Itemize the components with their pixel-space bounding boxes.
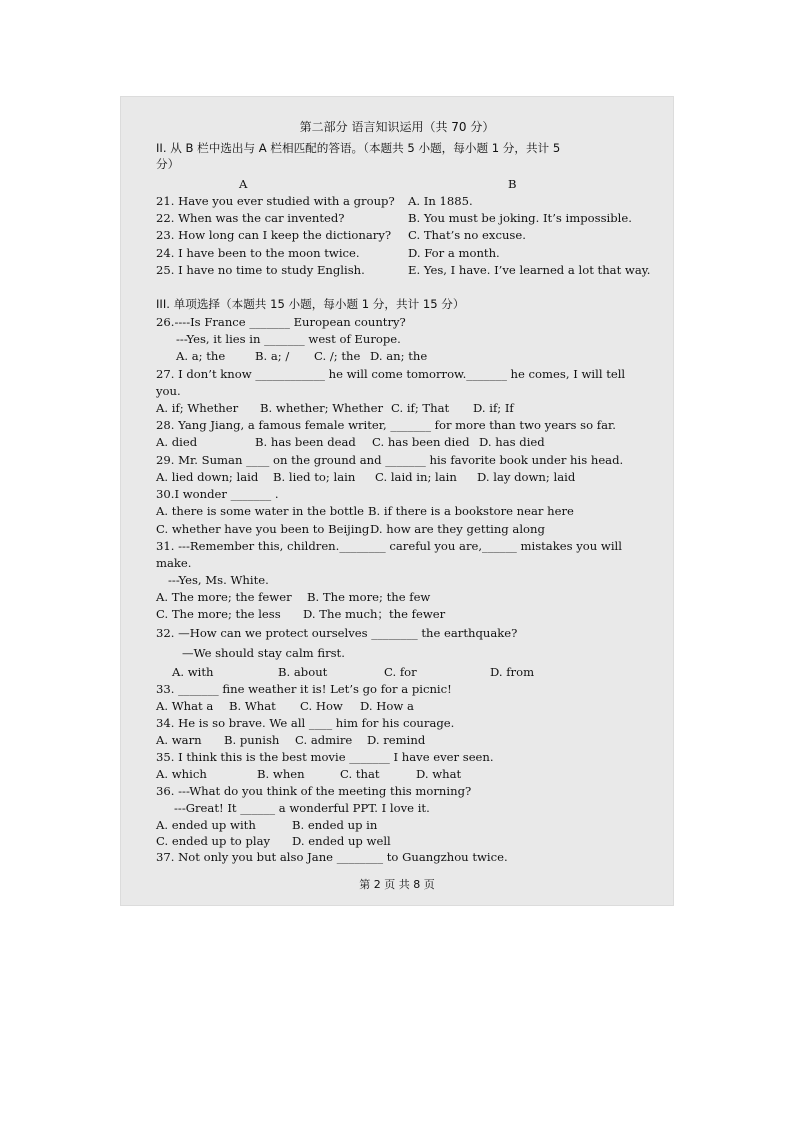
- option: B. if there is a bookstore near here: [368, 504, 574, 518]
- option: A. died: [156, 435, 198, 449]
- option: B. The more; the few: [307, 590, 431, 604]
- question-31-reply: ---Yes, Ms. White.: [168, 573, 269, 587]
- option: D. has died: [479, 435, 545, 449]
- option: B. What: [229, 699, 276, 713]
- section-ii-heading-cont: 分）: [156, 157, 180, 171]
- option: A. warn: [156, 733, 202, 747]
- match-answer: E. Yes, I have. I’ve learned a lot that way.: [408, 263, 651, 277]
- question-28: 28. Yang Jiang, a famous female writer, _______ for more than two years so far.: [156, 418, 616, 432]
- question-26: 26.----Is France _______ European country?: [156, 315, 406, 329]
- match-question: 23. How long can I keep the dictionary?: [156, 228, 392, 242]
- match-question: 25. I have no time to study English.: [156, 263, 365, 277]
- option: B. lied to; lain: [273, 470, 356, 484]
- option: C. has been died: [372, 435, 470, 449]
- column-a-label: A: [239, 177, 248, 191]
- option: C. whether have you been to Beijing: [156, 522, 370, 536]
- option: D. what: [416, 767, 462, 781]
- part-title: 第二部分 语言知识运用（共 70 分）: [299, 120, 495, 134]
- option: D. The much；the fewer: [303, 607, 446, 621]
- option: B. has been dead: [255, 435, 356, 449]
- option: C. How: [300, 699, 343, 713]
- match-question: 22. When was the car invented?: [156, 211, 345, 225]
- option: B. about: [278, 665, 328, 679]
- question-35: 35. I think this is the best movie _______ I have ever seen.: [156, 750, 494, 764]
- question-31-cont: make.: [156, 556, 192, 570]
- option: D. ended up well: [292, 834, 391, 848]
- option: B. whether; Whether: [260, 401, 384, 415]
- question-37: 37. Not only you but also Jane ________ to Guangzhou twice.: [156, 850, 508, 864]
- page-number: 第 2 页 共 8 页: [359, 878, 435, 891]
- option: A. if; Whether: [156, 401, 239, 415]
- option: A. ended up with: [156, 818, 256, 832]
- question-27-cont: you.: [156, 384, 181, 398]
- option: A. a; the: [176, 349, 226, 363]
- match-answer: C. That’s no excuse.: [408, 228, 526, 242]
- option: A. with: [172, 665, 214, 679]
- question-29: 29. Mr. Suman ____ on the ground and _______ his favorite book under his head.: [156, 453, 624, 467]
- option: D. an; the: [370, 349, 428, 363]
- option: C. that: [340, 767, 380, 781]
- column-b-label: B: [508, 177, 517, 191]
- match-question: 21. Have you ever studied with a group?: [156, 194, 395, 208]
- match-answer: D. For a month.: [408, 246, 500, 260]
- option: C. for: [384, 665, 417, 679]
- question-33: 33. _______ fine weather it is! Let’s go for a picnic!: [156, 682, 452, 696]
- question-27: 27. I don’t know ____________ he will come tomorrow._______ he comes, I will tell: [156, 367, 626, 381]
- option: A. What a: [156, 699, 214, 713]
- option: A. lied down; laid: [156, 470, 259, 484]
- section-iii-heading: III. 单项选择（本题共 15 小题，每小题 1 分，共计 15 分）: [156, 297, 465, 311]
- option: A. which: [156, 767, 207, 781]
- question-34: 34. He is so brave. We all ____ him for his courage.: [156, 716, 455, 730]
- option: D. if; If: [473, 401, 514, 415]
- question-30: 30.I wonder _______ .: [156, 487, 279, 501]
- option: C. if; That: [391, 401, 450, 415]
- option: C. The more; the less: [156, 607, 281, 621]
- match-question: 24. I have been to the moon twice.: [156, 246, 360, 260]
- option: B. when: [257, 767, 305, 781]
- option: A. there is some water in the bottle: [156, 504, 365, 518]
- option: C. admire: [295, 733, 353, 747]
- question-36-reply: ---Great! It ______ a wonderful PPT. I love it.: [174, 801, 430, 815]
- option: C. ended up to play: [156, 834, 271, 848]
- option: A. The more; the fewer: [156, 590, 292, 604]
- match-answer: A. In 1885.: [408, 194, 473, 208]
- option: D. how are they getting along: [370, 522, 545, 536]
- option: D. How a: [360, 699, 414, 713]
- question-31: 31. ---Remember this, children.________ careful you are,______ mistakes you will: [156, 539, 622, 553]
- option: C. /; the: [314, 349, 361, 363]
- option: D. from: [490, 665, 535, 679]
- match-answer: B. You must be joking. It’s impossible.: [408, 211, 632, 225]
- question-32-reply: —We should stay calm first.: [182, 646, 345, 660]
- section-ii-heading: II. 从 B 栏中选出与 A 栏相匹配的答语。（本题共 5 小题，每小题 1 分，共计 5: [156, 141, 561, 155]
- question-26-reply: ---Yes, it lies in _______ west of Europe.: [176, 332, 401, 346]
- question-36: 36. ---What do you think of the meeting this morning?: [156, 784, 472, 798]
- option: B. punish: [224, 733, 280, 747]
- option: B. ended up in: [292, 818, 378, 832]
- option: D. remind: [367, 733, 426, 747]
- option: B. a; /: [255, 349, 290, 363]
- scanned-page: [120, 96, 674, 906]
- option: C. laid in; lain: [375, 470, 457, 484]
- question-32: 32. —How can we protect ourselves ________ the earthquake?: [156, 626, 518, 640]
- option: D. lay down; laid: [477, 470, 576, 484]
